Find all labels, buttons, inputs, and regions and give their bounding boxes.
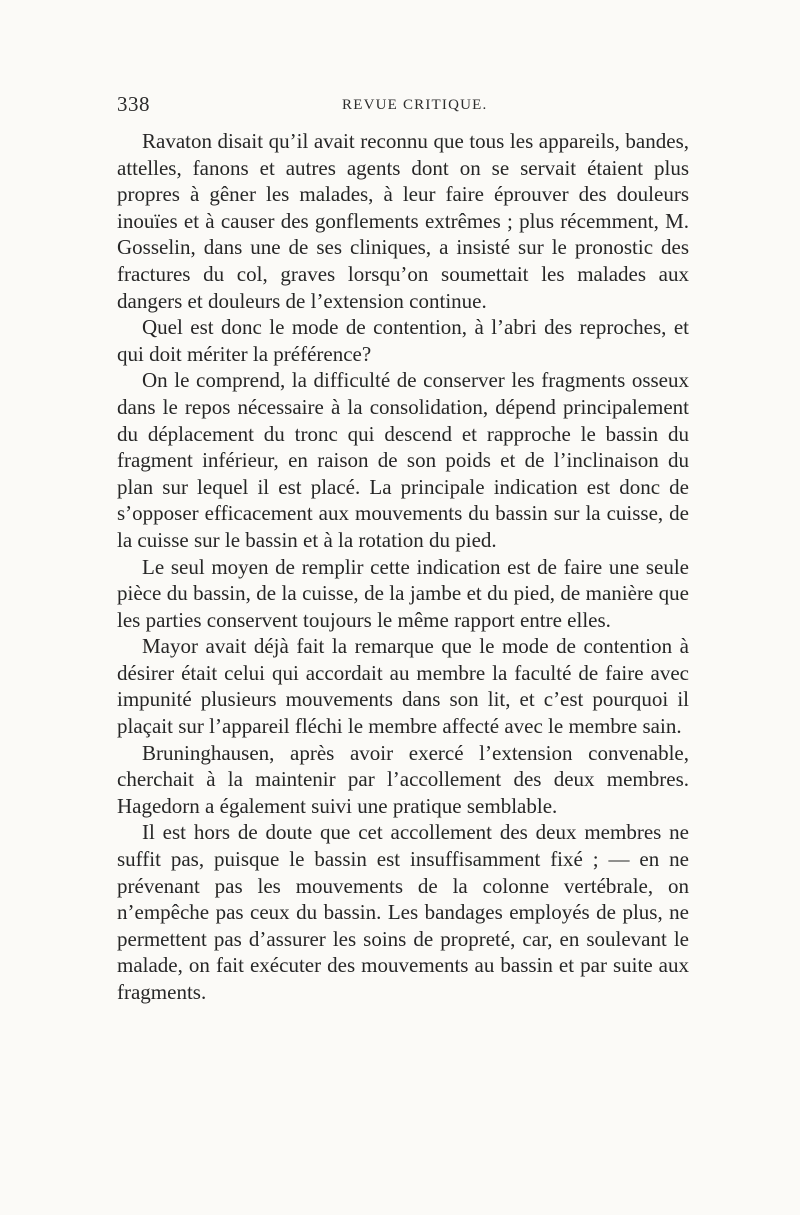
paragraph-question: Quel est donc le mode de contention, à l’abri des reproches, et qui doit mériter la préférence? (117, 315, 689, 366)
page-number: 338 (117, 92, 150, 116)
body-text (117, 128, 689, 1006)
running-head: REVUE CRITIQUE. (342, 97, 488, 113)
paragraph-single-piece: Le seul moyen de remplir cette indication est de faire une seule pièce du bassin, de la cuisse, de la jambe et du pied, de manière que les parties conservent toujours le même rapport entre elles. (117, 554, 689, 632)
paragraph-ravaton: Ravaton disait qu’il avait reconnu que tous les appareils, bandes, attelles, fanons et autres agents dont on se servait étaient plus propres à gêner les malades, à leur faire éprouver des douleurs inouïes et à causer des gonflements extrêmes ; plus récemment, M. Gosselin, dans une de ses cliniques, a insisté sur le pronostic des fractures du col, graves lorsqu’on soumettait les malades aux dangers et douleurs de l’extension continue. (117, 129, 689, 313)
page-header (117, 92, 685, 122)
paragraph-difficulty: On le comprend, la difficulté de conserver les fragments osseux dans le repos nécessaire à la consolidation, dépend principalement du déplacement du tronc qui descend et rapproche le bassin du fragment inférieur, en raison de son poids et de l’inclinaison du plan sur lequel il est placé. La principale indication est donc de s’opposer efficacement aux mouvements du bassin sur la cuisse, de la cuisse sur le bassin et à la rotation du pied. (117, 368, 689, 552)
paragraph-accollement: Il est hors de doute que cet accollement des deux membres ne suffit pas, puisque le bassin est insuffisamment fixé ; — en ne prévenant pas les mouvements de la colonne vertébrale, on n’empêche pas ceux du bassin. Les bandages employés de plus, ne permettent pas d’assurer les soins de propreté, car, en soulevant le malade, on fait exécuter des mouvements au bassin et par suite aux fragments. (117, 820, 689, 1004)
paragraph-mayor: Mayor avait déjà fait la remarque que le mode de contention à désirer était celui qui accordait au membre la faculté de faire avec impunité plusieurs mouvements dans son lit, et c’est pourquoi il plaçait sur l’appareil fléchi le membre affecté avec le membre sain. (117, 634, 689, 739)
paragraph-bruninghausen: Bruninghausen, après avoir exercé l’extension convenable, cherchait à la maintenir par l’accollement des deux membres. Hagedorn a également suivi une pratique semblable. (117, 740, 689, 818)
